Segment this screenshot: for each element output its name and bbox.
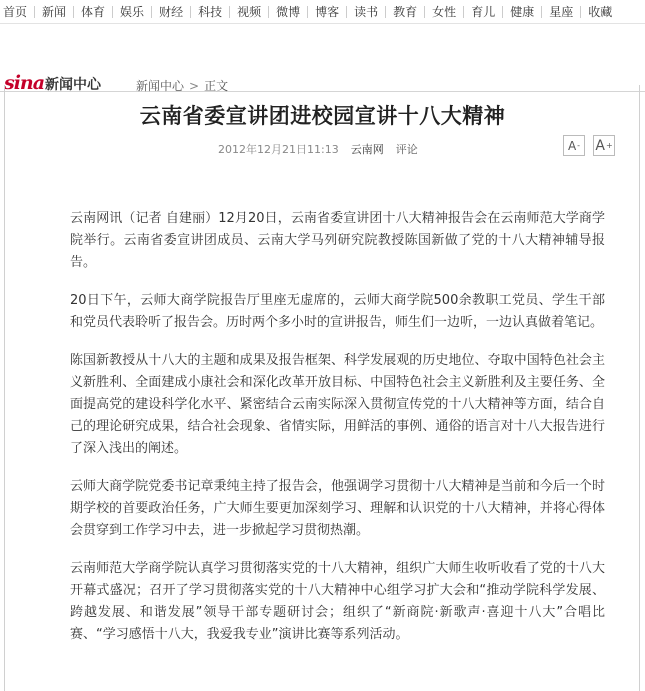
top-navigation bbox=[0, 0, 645, 24]
nav-item[interactable]: 星座 bbox=[542, 6, 581, 18]
minus-icon: - bbox=[577, 141, 581, 150]
font-increase-button[interactable] bbox=[593, 135, 615, 156]
nav-item[interactable]: 女性 bbox=[425, 6, 464, 18]
font-decrease-button[interactable] bbox=[563, 135, 585, 156]
header bbox=[0, 24, 645, 92]
article-meta bbox=[218, 141, 418, 157]
breadcrumb-separator: > bbox=[189, 78, 200, 93]
article-paragraph: 云南网讯（记者 自建丽）12月20日，云南省委宣讲团十八大精神报告会在云南师范大学商学院举行。云南省委宣讲团成员、云南大学马列研究院教授陈国新做了党的十八大精神辅导报告。 bbox=[70, 211, 605, 270]
nav-item[interactable]: 育儿 bbox=[464, 6, 503, 18]
nav-item[interactable]: 新闻 bbox=[35, 6, 74, 18]
nav-item[interactable]: 首页 bbox=[3, 6, 35, 18]
comment-link[interactable]: 评论 bbox=[395, 143, 418, 156]
nav-item[interactable]: 读书 bbox=[347, 6, 386, 18]
nav-item[interactable]: 教育 bbox=[386, 6, 425, 18]
logo-channel: 新闻中心 bbox=[45, 77, 102, 93]
article-title: 云南省委宣讲团进校园宣讲十八大精神 bbox=[139, 104, 506, 128]
nav-item[interactable]: 娱乐 bbox=[113, 6, 152, 18]
font-increase-label: A bbox=[595, 137, 605, 154]
nav-item[interactable]: 微博 bbox=[269, 6, 308, 18]
nav-item[interactable]: 收藏 bbox=[588, 4, 613, 19]
nav-item[interactable]: 健康 bbox=[503, 6, 542, 18]
nav-item[interactable]: 博客 bbox=[308, 6, 347, 18]
plus-icon: + bbox=[605, 141, 613, 150]
article-datetime: 2012年12月21日11:13 bbox=[218, 143, 339, 156]
font-decrease-label: A bbox=[567, 138, 577, 153]
nav-item[interactable]: 视频 bbox=[230, 6, 269, 18]
logo-brand: sina bbox=[4, 72, 45, 94]
breadcrumb-current: 正文 bbox=[204, 79, 229, 93]
article-paragraph: 云师大商学院党委书记章秉纯主持了报告会，他强调学习贯彻十八大精神是当前和今后一个时期学校的首要政治任务，广大师生要更加深刻学习、理解和认识党的十八大精神，并将心得体会贯穿到工作学习中去，进一步掀起学习贯彻热潮。 bbox=[70, 479, 605, 538]
article-source[interactable]: 云南网 bbox=[350, 143, 384, 156]
nav-item[interactable]: 科技 bbox=[191, 6, 230, 18]
article-paragraph: 陈国新教授从十八大的主题和成果及报告框架、科学发展观的历史地位、夺取中国特色社会主义新胜利、全面建成小康社会和深化改革开放目标、中国特色社会主义新胜利及主要任务、全面提高党的建设科学化水平、紧密结合云南实际深入贯彻宣传党的十八大精神等方面，结合自己的理论研究成果，结合社会现象、省情实际，用鲜活的事例、通俗的语言对十八大报告进行了深入浅出的阐述。 bbox=[70, 353, 605, 456]
breadcrumb-home[interactable]: 新闻中心 bbox=[136, 79, 185, 93]
article-body bbox=[70, 208, 605, 662]
nav-item[interactable]: 体育 bbox=[74, 6, 113, 18]
article-paragraph: 云南师范大学商学院认真学习贯彻落实党的十八大精神，组织广大师生收听收看了党的十八大开幕式盛况；召开了学习贯彻落实党的十八大精神中心组学习扩大会和“推动学院科学发展、跨越发展、和谐发展”领导干部专题研讨会；组织了“新商院·新歌声·喜迎十八大”合唱比赛、“学习感悟十八大，我爱我专业”演讲比赛等系列活动。 bbox=[70, 561, 605, 642]
nav-item[interactable]: 财经 bbox=[152, 6, 191, 18]
article-paragraph: 20日下午，云师大商学院报告厅里座无虚席的，云师大商学院500余教职工党员、学生干部和党员代表聆听了报告会。历时两个多小时的宣讲报告，师生们一边听，一边认真做着笔记。 bbox=[70, 293, 605, 330]
